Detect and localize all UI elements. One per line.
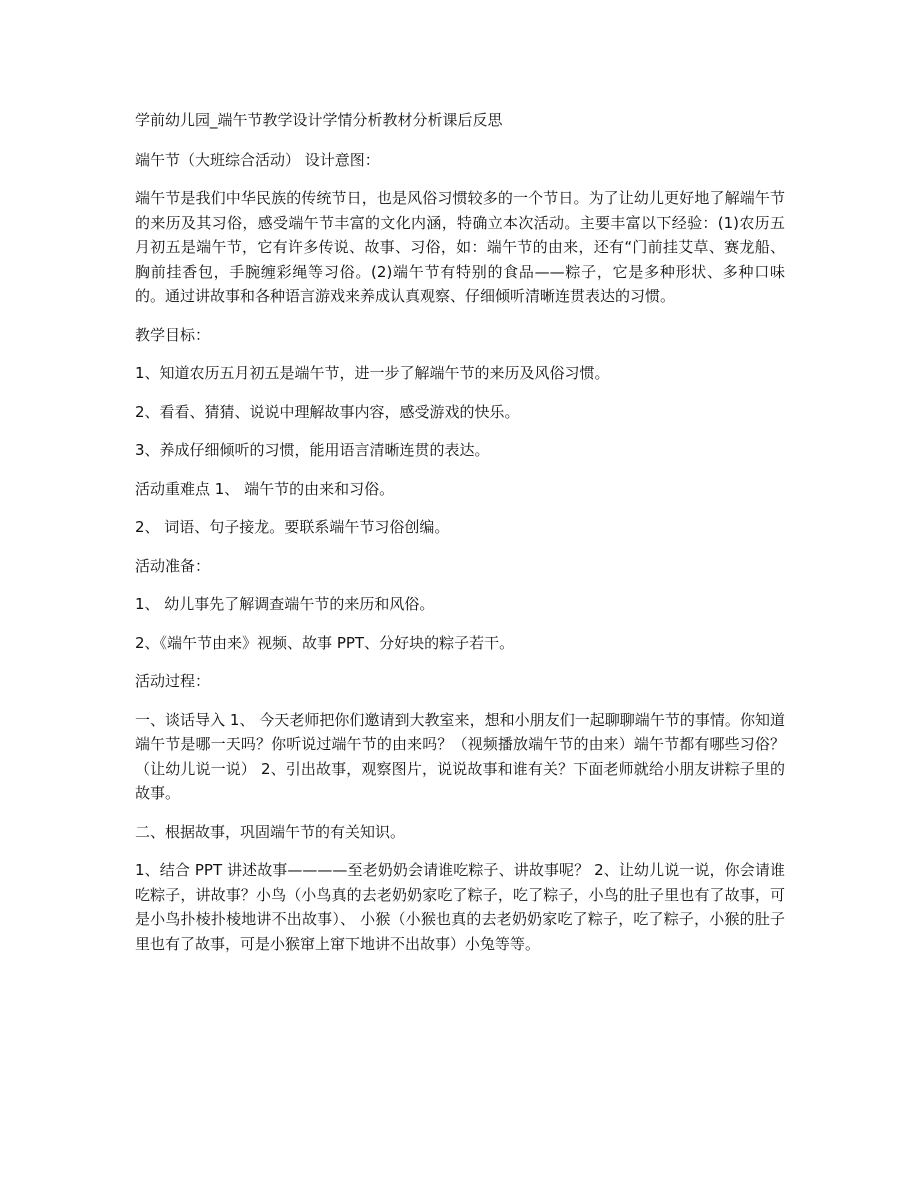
process-step-2-heading: 二、根据故事，巩固端午节的有关知识。	[135, 822, 406, 841]
goal-item-1: 1、知道农历五月初五是端午节，进一步了解端午节的来历及风俗习惯。	[135, 364, 610, 382]
key-points-item-2: 2、 词语、句子接龙。要联系端午节习俗创编。	[135, 518, 450, 536]
process-step-1: 一、谈话导入 1、 今天老师把你们邀请到大教室来，想和小朋友们一起聊聊端午节的事情。你知道端午节是哪一天吗？你听说过端午节的由来吗？（视频播放端午节的由来）端午节都有哪些习俗？（让幼儿说一说） 2、引出故事，观察图片，说说故事和谁有关？下面老师就给小朋友讲粽子里的故事。	[135, 710, 785, 802]
document-title: 学前幼儿园_端午节教学设计学情分析教材分析课后反思	[135, 111, 503, 129]
section-heading-preparation: 活动准备：	[135, 556, 211, 575]
preparation-item-1: 1、 幼儿事先了解调查端午节的来历和风俗。	[135, 595, 435, 613]
document-body	[135, 108, 785, 970]
section-heading-teaching-goals: 教学目标：	[135, 325, 211, 344]
goal-item-3: 3、养成仔细倾听的习惯，能用语言清晰连贯的表达。	[135, 441, 490, 459]
paragraph-design-intent: 端午节是我们中华民族的传统节日，也是风俗习惯较多的一个节日。为了让幼儿更好地了解端午节的来历及其习俗，感受端午节丰富的文化内涵，特确立本次活动。主要丰富以下经验：(1)农历五月初五是端午节，它有许多传说、故事、习俗，如：端午节的由来，还有“门前挂艾草、赛龙船、胸前挂香包，手腕缠彩绳等习俗。(2)端午节有特别的食品——粽子，它是多种形状、多种口味的。通过讲故事和各种语言游戏来养成认真观察、仔细倾听清晰连贯表达的习惯。	[135, 189, 785, 305]
section-heading-process: 活动过程：	[135, 672, 211, 690]
process-step-2-detail: 1、结合 PPT 讲述故事————至老奶奶会请谁吃粽子、讲故事呢？ 2、让幼儿说一说，你会请谁吃粽子，讲故事？小鸟（小鸟真的去老奶奶家吃了粽子，吃了粽子，小鸟的肚子里也有了故事，可是小鸟扑棱扑棱地讲不出故事）、 小猴（小猴也真的去老奶奶家吃了粽子，吃了粽子，小猴的肚子里也有了故事，可是小猴窜上窜下地讲不出故事）小兔等等。	[135, 861, 785, 953]
section-heading-design-intent: 端午节（大班综合活动） 设计意图：	[135, 150, 380, 169]
goal-item-2: 2、看看、猜猜、说说中理解故事内容，感受游戏的快乐。	[135, 402, 520, 421]
key-points-item-1: 活动重难点 1、 端午节的由来和习俗。	[135, 479, 395, 498]
preparation-item-2: 2、《端午节由来》视频、故事 PPT、分好块的粽子若干。	[135, 633, 515, 652]
